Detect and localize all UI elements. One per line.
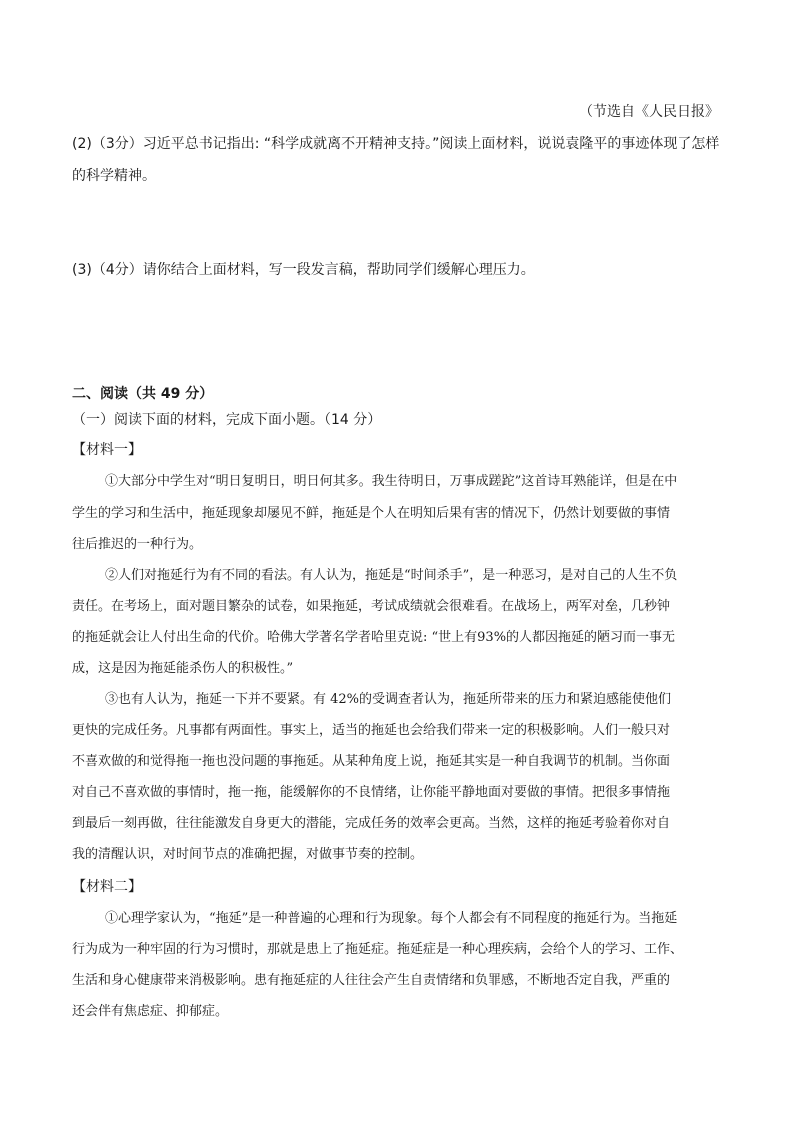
section-instruction: （一）阅读下面的材料，完成下面小题。（14 分）	[72, 412, 382, 428]
material-1-line: 学生的学习和生活中，拖延现象却屡见不鲜，拖延是个人在明知后果有害的情况下，仍然计划要做的事情	[72, 506, 671, 521]
material-2-line: 行为成为一种牢固的行为习惯时，那就是患上了拖延症。拖延症是一种心理疾病，会给个人的学习、工作、	[72, 942, 684, 957]
material-1-line: 对自己不喜欢做的事情时，拖一拖，能缓解你的不良情绪，让你能平静地面对要做的事情。把很多事情拖	[72, 785, 671, 800]
material-1-line: 不喜欢做的和觉得拖一拖也没问题的事拖延。从某种角度上说，拖延其实是一种自我调节的机制。当你面	[72, 754, 671, 769]
material-1-line: 成，这是因为拖延能杀伤人的积极性。”	[72, 661, 294, 676]
material-2-line: 生活和身心健康带来消极影响。患有拖延症的人往往会产生自责情绪和负罪感，不断地否定自我，严重的	[72, 973, 671, 988]
material-2-label: 【材料二】	[72, 879, 142, 895]
material-2-line: ①心理学家认为，“拖延”是一种普遍的心理和行为现象。每个人都会有不同程度的拖延行为。当拖延	[105, 911, 678, 926]
source-note: （节选自《人民日报》	[579, 104, 719, 120]
material-1-line: 到最后一刻再做，往往能激发自身更大的潜能，完成任务的效率会更高。当然，这样的拖延考验着你对自	[72, 816, 671, 831]
material-1-line: ①大部分中学生对“明日复明日，明日何其多。我生待明日，万事成蹉跎”这首诗耳熟能详，但是在中	[105, 474, 678, 489]
material-1-label: 【材料一】	[72, 442, 142, 458]
material-1-line: ③也有人认为，拖延一下并不要紧。有 42%的受调查者认为，拖延所带来的压力和紧迫感能使他们	[105, 692, 672, 707]
material-1-line: 责任。在考场上，面对题目繁杂的试卷，如果拖延，考试成绩就会很难看。在战场上，两军对垒，几秒钟	[72, 599, 671, 614]
question-2-line-2: 的科学精神。	[72, 168, 156, 184]
material-1-line: 的拖延就会让人付出生命的代价。哈佛大学著名学者哈里克说: “世上有93%的人都因拖延的陋习而一事无	[72, 630, 676, 645]
material-1-line: 更快的完成任务。凡事都有两面性。事实上，适当的拖延也会给我们带来一定的积极影响。人们一般只对	[72, 723, 671, 738]
material-1-line: 我的清醒认识，对时间节点的准确把握，对做事节奏的控制。	[72, 847, 424, 862]
question-3-line-1: (3)（4分）请你结合上面材料，写一段发言稿，帮助同学们缓解心理压力。	[72, 262, 535, 278]
section-heading: 二、阅读（共 49 分）	[72, 386, 214, 402]
material-2-line: 还会伴有焦虑症、抑郁症。	[72, 1004, 229, 1019]
material-1-line: 往后推迟的一种行为。	[72, 537, 203, 552]
material-1-line: ②人们对拖延行为有不同的看法。有人认为，拖延是“时间杀手”，是一种恶习，是对自己的人生不负	[105, 568, 678, 583]
question-2-line-1: (2)（3分）习近平总书记指出: “科学成就离不开精神支持。”阅读上面材料，说说袁隆平的事迹体现了怎样	[72, 136, 720, 152]
